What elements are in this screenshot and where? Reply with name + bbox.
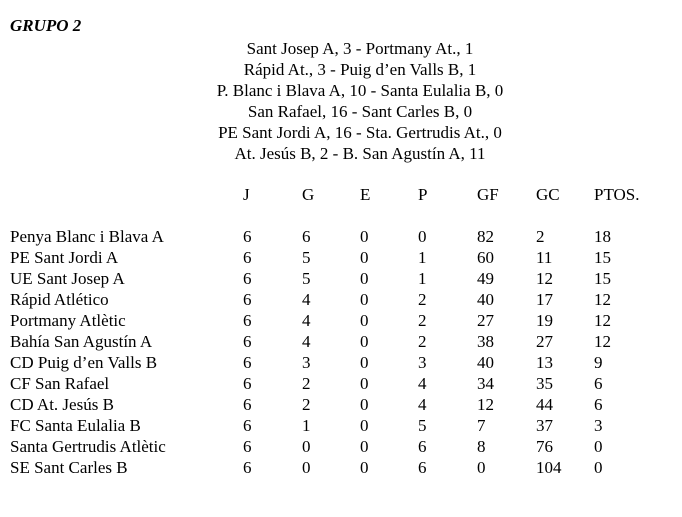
match-result: Sant Josep A, 3 - Portmany At., 1: [246, 39, 474, 58]
played-cell: 6: [243, 227, 252, 246]
group-title: GRUPO 2: [10, 16, 82, 35]
team-name-cell: Bahía San Agustín A: [10, 332, 153, 351]
team-name-cell: PE Sant Jordi A: [10, 248, 119, 267]
won-cell: 6: [302, 227, 311, 246]
lost-cell: 4: [418, 374, 427, 393]
team-name-cell: UE Sant Josep A: [10, 269, 125, 288]
lost-cell: 0: [418, 227, 427, 246]
played-cell: 6: [243, 458, 252, 477]
table-row: [0, 352, 682, 373]
team-name-cell: Penya Blanc i Blava A: [10, 227, 164, 246]
team-name-cell: SE Sant Carles B: [10, 458, 128, 477]
goals-against-cell: 37: [536, 416, 553, 435]
header-points: PTOS.: [594, 185, 640, 204]
goals-against-cell: 17: [536, 290, 553, 309]
lost-cell: 6: [418, 458, 427, 477]
goals-for-cell: 12: [477, 395, 494, 414]
goals-against-cell: 104: [536, 458, 562, 477]
match-result: San Rafael, 16 - Sant Carles B, 0: [247, 102, 473, 121]
table-row: [0, 226, 682, 247]
lost-cell: 4: [418, 395, 427, 414]
played-cell: 6: [243, 332, 252, 351]
goals-for-cell: 60: [477, 248, 494, 267]
table-row: [0, 289, 682, 310]
goals-against-cell: 13: [536, 353, 553, 372]
team-name-cell: CD At. Jesús B: [10, 395, 114, 414]
points-cell: 12: [594, 332, 611, 351]
played-cell: 6: [243, 437, 252, 456]
drawn-cell: 0: [360, 311, 369, 330]
drawn-cell: 0: [360, 437, 369, 456]
won-cell: 4: [302, 290, 311, 309]
match-result: At. Jesús B, 2 - B. San Agustín A, 11: [234, 144, 486, 163]
goals-for-cell: 7: [477, 416, 486, 435]
points-cell: 0: [594, 458, 603, 477]
goals-against-cell: 11: [536, 248, 553, 267]
lost-cell: 3: [418, 353, 427, 372]
goals-for-cell: 40: [477, 290, 494, 309]
header-lost: P: [418, 185, 428, 204]
lost-cell: 1: [418, 269, 427, 288]
lost-cell: 1: [418, 248, 427, 267]
goals-against-cell: 27: [536, 332, 553, 351]
played-cell: 6: [243, 248, 252, 267]
table-row: [0, 247, 682, 268]
won-cell: 4: [302, 332, 311, 351]
points-cell: 12: [594, 290, 611, 309]
table-row: [0, 436, 682, 457]
table-row: [0, 415, 682, 436]
drawn-cell: 0: [360, 290, 369, 309]
goals-for-cell: 34: [477, 374, 494, 393]
played-cell: 6: [243, 374, 252, 393]
team-name-cell: FC Santa Eulalia B: [10, 416, 141, 435]
won-cell: 0: [302, 458, 311, 477]
goals-for-cell: 82: [477, 227, 494, 246]
points-cell: 3: [594, 416, 603, 435]
team-name-cell: Portmany Atlètic: [10, 311, 126, 330]
points-cell: 15: [594, 248, 611, 267]
table-row: [0, 310, 682, 331]
points-cell: 18: [594, 227, 611, 246]
goals-for-cell: 40: [477, 353, 494, 372]
played-cell: 6: [243, 290, 252, 309]
played-cell: 6: [243, 416, 252, 435]
table-row: [0, 394, 682, 415]
won-cell: 2: [302, 395, 311, 414]
points-cell: 6: [594, 395, 603, 414]
won-cell: 0: [302, 437, 311, 456]
played-cell: 6: [243, 311, 252, 330]
goals-against-cell: 44: [536, 395, 553, 414]
lost-cell: 6: [418, 437, 427, 456]
lost-cell: 5: [418, 416, 427, 435]
table-row: [0, 457, 682, 478]
match-result: P. Blanc i Blava A, 10 - Santa Eulalia B, 0: [216, 81, 504, 100]
team-name-cell: CD Puig d’en Valls B: [10, 353, 158, 372]
drawn-cell: 0: [360, 395, 369, 414]
won-cell: 5: [302, 269, 311, 288]
won-cell: 5: [302, 248, 311, 267]
header-drawn: E: [360, 185, 371, 204]
table-row: [0, 268, 682, 289]
played-cell: 6: [243, 269, 252, 288]
header-goals-for: GF: [477, 185, 499, 204]
drawn-cell: 0: [360, 374, 369, 393]
goals-for-cell: 0: [477, 458, 486, 477]
drawn-cell: 0: [360, 248, 369, 267]
points-cell: 15: [594, 269, 611, 288]
team-name-cell: Santa Gertrudis Atlètic: [10, 437, 166, 456]
lost-cell: 2: [418, 311, 427, 330]
points-cell: 12: [594, 311, 611, 330]
standings-body: [0, 226, 682, 478]
goals-against-cell: 19: [536, 311, 553, 330]
match-results: [0, 38, 682, 164]
won-cell: 3: [302, 353, 311, 372]
drawn-cell: 0: [360, 458, 369, 477]
lost-cell: 2: [418, 332, 427, 351]
goals-for-cell: 49: [477, 269, 494, 288]
won-cell: 4: [302, 311, 311, 330]
points-cell: 9: [594, 353, 603, 372]
standings-header-row: [0, 184, 682, 205]
goals-against-cell: 76: [536, 437, 553, 456]
team-name-cell: Rápid Atlético: [10, 290, 109, 309]
goals-against-cell: 2: [536, 227, 545, 246]
points-cell: 0: [594, 437, 603, 456]
goals-against-cell: 12: [536, 269, 553, 288]
won-cell: 2: [302, 374, 311, 393]
match-result: Rápid At., 3 - Puig d’en Valls B, 1: [243, 60, 477, 79]
lost-cell: 2: [418, 290, 427, 309]
header-goals-against: GC: [536, 185, 560, 204]
played-cell: 6: [243, 353, 252, 372]
drawn-cell: 0: [360, 332, 369, 351]
header-played: J: [243, 185, 250, 204]
points-cell: 6: [594, 374, 603, 393]
match-result: PE Sant Jordi A, 16 - Sta. Gertrudis At., 0: [218, 123, 502, 142]
drawn-cell: 0: [360, 353, 369, 372]
goals-for-cell: 27: [477, 311, 494, 330]
table-row: [0, 331, 682, 352]
standings-table: [0, 184, 682, 478]
won-cell: 1: [302, 416, 311, 435]
drawn-cell: 0: [360, 416, 369, 435]
drawn-cell: 0: [360, 227, 369, 246]
table-row: [0, 373, 682, 394]
team-name-cell: CF San Rafael: [10, 374, 110, 393]
goals-for-cell: 8: [477, 437, 486, 456]
header-won: G: [302, 185, 315, 204]
goals-against-cell: 35: [536, 374, 553, 393]
drawn-cell: 0: [360, 269, 369, 288]
played-cell: 6: [243, 395, 252, 414]
goals-for-cell: 38: [477, 332, 494, 351]
